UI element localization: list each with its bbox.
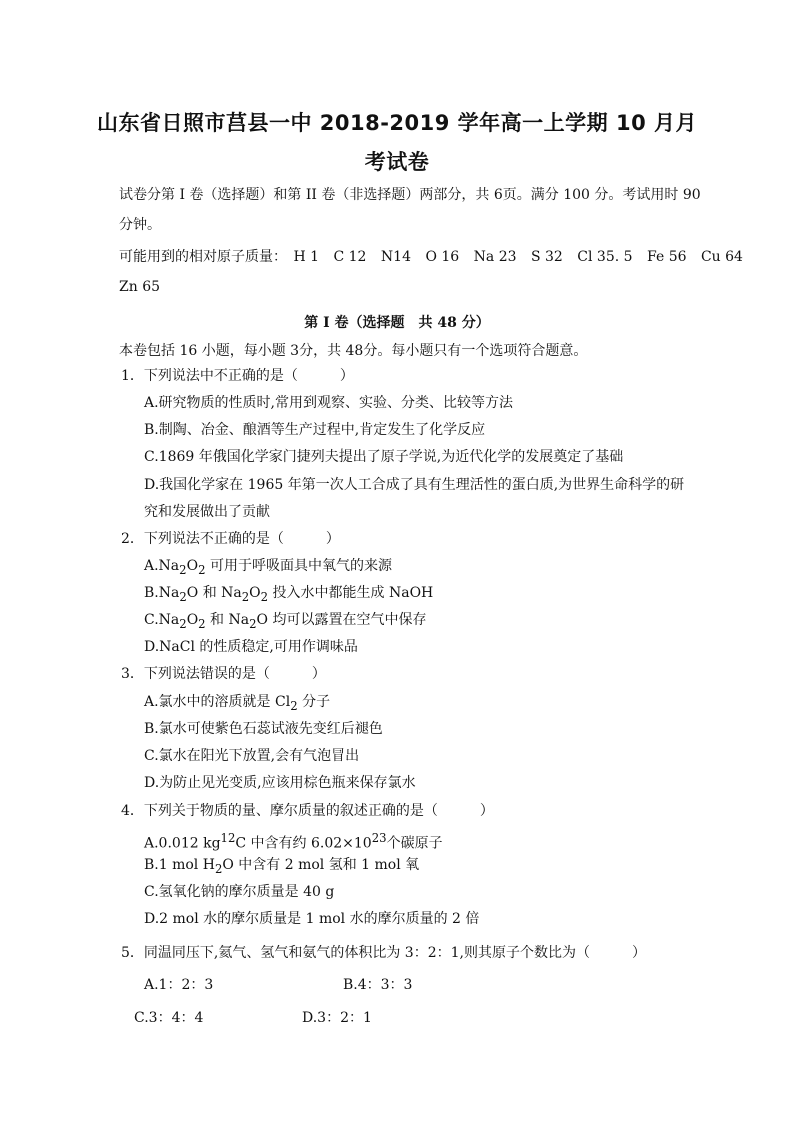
question-5-option-a: A.1：2：3 — [144, 977, 214, 993]
atomic-mass-fe: Fe 56 — [647, 249, 687, 265]
atomic-mass-na: Na 23 — [473, 249, 517, 265]
section-instruction: 本卷包括 16 小题，每小题 3分，共 48分。每小题只有一个选项符合题意。 — [119, 343, 588, 359]
question-1-stem: 1．下列说法中不正确的是（ ） — [121, 368, 354, 384]
question-1-option-d-cont: 究和发展做出了贡献 — [144, 504, 270, 520]
atomic-mass-cl: Cl 35. 5 — [577, 249, 633, 265]
atomic-mass-label: 可能用到的相对原子质量： — [119, 249, 287, 265]
question-3-option-c: C.氯水在阳光下放置,会有气泡冒出 — [144, 748, 360, 764]
question-4-option-b: B.1 mol $H_2O$ 中含有 2 mol 氢和 1 mol 氧 — [144, 857, 420, 876]
question-2-option-b: $B.Na_2O$ 和 $Na_2O_2$ 投入水中都能生成 NaOH — [144, 585, 434, 604]
atomic-mass-cu: Cu 64 — [700, 249, 743, 265]
question-4-option-a: A.0.012 $kg^{12}C$ 中含有约 $6.02\times 10^{23}$个碳原子 — [144, 831, 443, 852]
intro-line1: 试卷分第 I 卷（选择题）和第 II 卷（非选择题）两部分，共 6页。满分 100 分。考试用时 90 — [119, 187, 701, 203]
question-3-option-a: A.氯水中的溶质就是 $Cl_2$ 分子 — [144, 694, 331, 713]
question-5-option-c: C.3：4：4 — [134, 1010, 204, 1026]
atomic-mass-h: H 1 — [293, 249, 320, 265]
exam-title-line2: 考试卷 — [364, 150, 430, 174]
question-4-option-d: D.2 mol 水的摩尔质量是 1 mol 水的摩尔质量的 2 倍 — [144, 911, 480, 927]
question-5-stem: 5．同温同压下,氦气、氢气和氨气的体积比为 3：2：1,则其原子个数比为（ ） — [121, 945, 646, 961]
question-2-option-d: D.NaCl 的性质稳定,可用作调味品 — [144, 639, 358, 655]
question-1-option-b: B.制陶、冶金、酿酒等生产过程中,肯定发生了化学反应 — [144, 422, 486, 438]
question-3-option-b: B.氯水可使紫色石蕊试液先变红后褪色 — [144, 721, 383, 737]
question-3-option-d: D.为防止见光变质,应该用棕色瓶来保存氯水 — [144, 775, 416, 791]
question-5-option-b: B.4：3：3 — [343, 977, 413, 993]
intro-line2: 分钟。 — [119, 217, 161, 233]
atomic-mass-wrap: Zn 65 — [119, 279, 161, 295]
question-4-stem: 4．下列关于物质的量、摩尔质量的叙述正确的是（ ） — [121, 803, 494, 819]
question-1-option-d: D.我国化学家在 1965 年第一次人工合成了具有生理活性的蛋白质,为世界生命科学的研 — [144, 477, 685, 493]
atomic-mass-c: C 12 — [333, 249, 367, 265]
exam-title-line1: 山东省日照市莒县一中 2018-2019 学年高一上学期 10 月月 — [96, 111, 698, 135]
atomic-mass-n: N14 — [380, 249, 411, 265]
question-2-stem: 2．下列说法不正确的是（ ） — [121, 531, 340, 547]
section-heading: 第 I 卷（选择题 共 48 分） — [304, 315, 490, 331]
question-1-option-a: A.研究物质的性质时,常用到观察、实验、分类、比较等方法 — [144, 395, 514, 411]
atomic-mass-o: O 16 — [425, 249, 460, 265]
question-1-option-c: C.1869 年俄国化学家门捷列夫提出了原子学说,为近代化学的发展奠定了基础 — [144, 449, 624, 465]
question-2-option-a: $A.Na_2O_2$ 可用于呼吸面具中氧气的来源 — [144, 558, 392, 577]
atomic-mass-line — [119, 247, 743, 267]
question-3-stem: 3．下列说法错误的是（ ） — [121, 666, 326, 682]
question-4-option-c: C.氢氧化钠的摩尔质量是 40 g — [144, 884, 335, 900]
atomic-mass-s: S 32 — [530, 249, 563, 265]
question-2-option-c: $C.Na_2O_2$ 和 $Na_2O$ 均可以露置在空气中保存 — [144, 612, 427, 631]
question-5-option-d: D.3：2：1 — [302, 1010, 372, 1026]
